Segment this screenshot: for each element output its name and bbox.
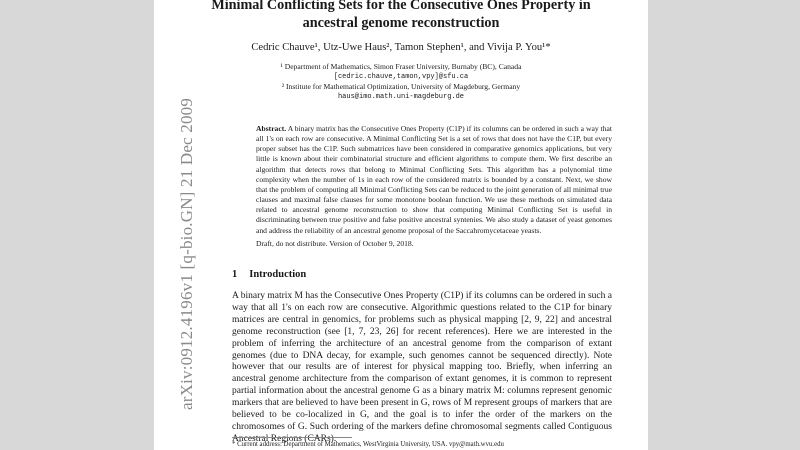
- affiliation-2-email: haus@imo.math.uni-magdeburg.de: [337, 93, 465, 101]
- abstract: [256, 124, 612, 236]
- affiliation-1-email: [cedric.chauve,tamon,vpy]@sfu.ca: [333, 73, 469, 81]
- section-number: 1: [232, 269, 238, 280]
- abstract-text: A binary matrix has the Consecutive Ones Property (C1P) if its columns can be ordered in such a way that all 1's on each row are consecutive. A Minimal Conflicting Set is a set of rows that does not have the C1P, but every proper subset has the C1P. Such submatrices have been considered in comparative genomics applications, but very little is known about their combinatorial structure and efficient algorithms to compute them. We first describe an algorithm that detects rows that belong to Minimal Conflicting Sets. This algorithm has a polynomial time complexity when the number of 1s in each row of the considered matrix is bounded by a constant. Next, we show that the problem of computing all Minimal Conflicting Sets can be reduced to the joint generation of all minimal true clauses and maximal false clauses for some monotone boolean function. We use these methods on simulated data related to ancestral genome reconstruction to show that computing Minimal Conflicting Set is useful in discriminating between true positive and false positive ancestral syntenies. We also study a dataset of yeast genomes and address the reliability of an ancestral genome proposal of the Saccahromycetaceae yeasts.: [256, 124, 613, 235]
- footnote-rule: [232, 437, 352, 438]
- affiliation-2: [154, 82, 648, 102]
- footnote: * Current address: Department of Mathematics, WestVirginia University, USA. vpy@math.wvu.edu: [232, 441, 504, 448]
- abstract-label: Abstract.: [256, 124, 287, 133]
- section-heading: [232, 269, 306, 280]
- affiliation-1: [154, 62, 648, 82]
- author-list: Cedric Chauve¹, Utz-Uwe Haus², Tamon Stephen¹, and Vivija P. You¹*: [251, 42, 551, 53]
- draft-note: Draft, do not distribute. Version of October 9, 2018.: [256, 239, 414, 248]
- section-title: Introduction: [249, 269, 307, 280]
- arxiv-stamp: arXiv:0912.4196v1 [q-bio.GN] 21 Dec 2009: [177, 97, 196, 410]
- paper-title: [154, 0, 648, 32]
- title-line-2: ancestral genome reconstruction: [302, 15, 500, 31]
- affiliation-1-line: ¹ Department of Mathematics, Simon Fraser University, Burnaby (BC), Canada: [280, 62, 522, 71]
- affiliation-2-line: ² Institute for Mathematical Optimization, University of Magdeburg, Germany: [281, 82, 521, 91]
- title-line-1: Minimal Conflicting Sets for the Consecutive Ones Property in: [211, 0, 591, 13]
- intro-paragraph: A binary matrix M has the Consecutive Ones Property (C1P) if its columns can be ordered in such a way that all 1's on each row are consecutive. Algorithmic questions related to the C1P for binary matrices are central in genomics, for problems such as physical mapping [2, 9, 22] and ancestral genome reconstruction (see [1, 7, 23, 26] for recent references). Here we are interested in the problem of inferring the architecture of an ancestral genome from the comparison of extant genomes (due to DNA decay, for example, such genomes cannot be sequenced directly). Note however that our results are of interest for physical mapping too. Briefly, when inferring an ancestral genome architecture from the comparison of extant genomes, it is common to represent partial information about the ancestral genome G as a binary matrix M: columns represent genomic markers that are believed to have been present in G, rows of M represent groups of markers that are believed to be co-localized in G, and the goal is to infer the order of the markers on the chromosomes of G. Such ordering of the markers define chromosomal segments called Contiguous Ancestral Regions (CARs).: [232, 291, 612, 444]
